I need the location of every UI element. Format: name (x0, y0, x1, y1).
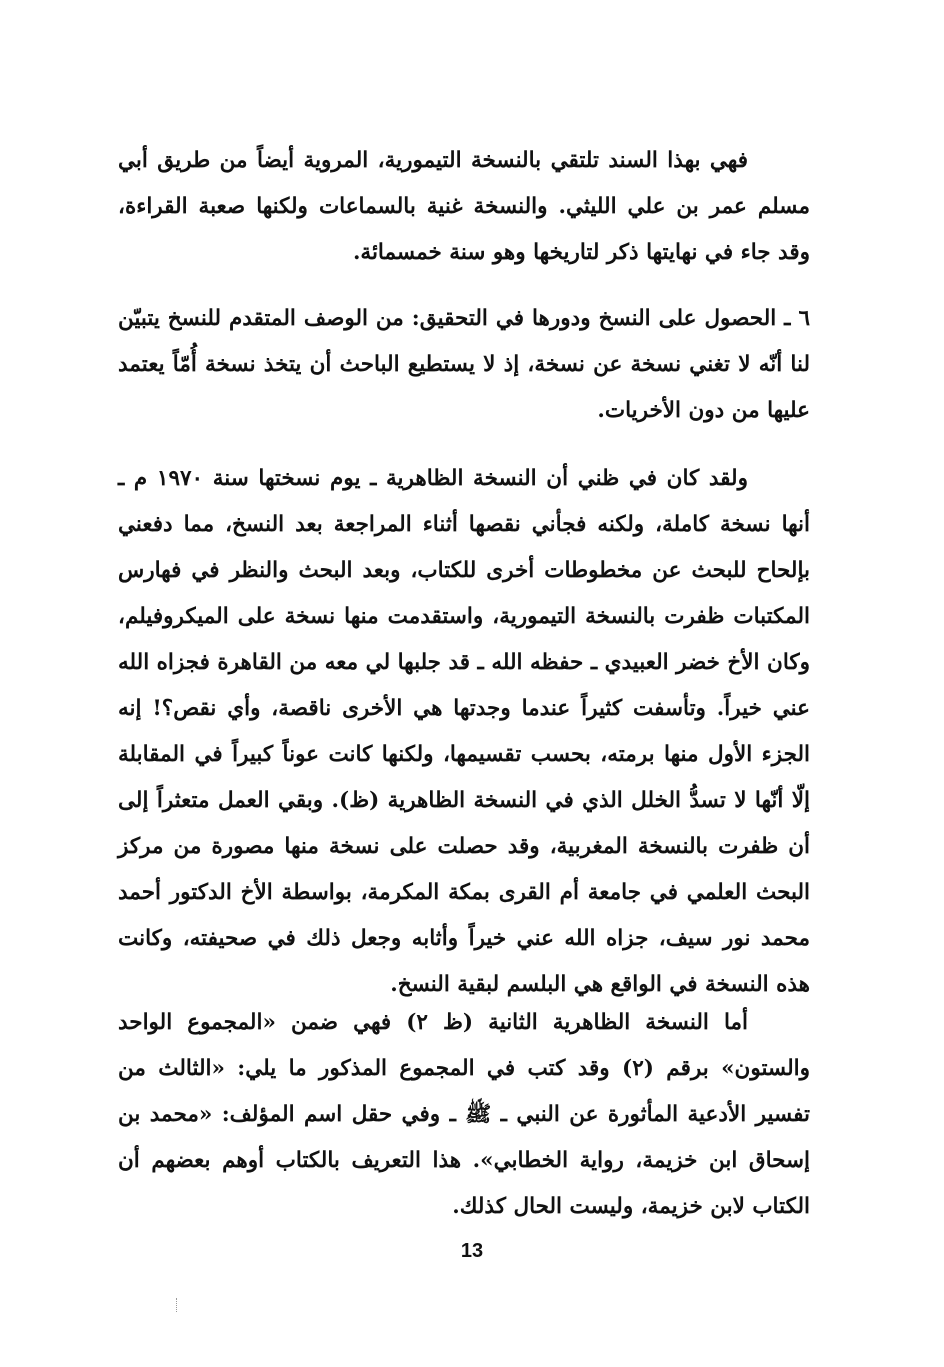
paragraph-text: فهي بهذا السند تلتقي بالنسخة التيمورية، المروية أيضاً من طريق أبي مسلم عمر بن علي الليثي. والنسخة غنية بالسماعات ولكنها صعبة القراءة، وقد جاء في نهايتها ذكر لتاريخها وهو سنة خمسمائة. (118, 148, 810, 265)
paragraph-text: أما النسخة الظاهرية الثانية (ظ ٢) فهي ضمن «المجموع الواحد والستون» برقم (٢) وقد كتب في المجموع المذكور ما يلي: «الثالث من تفسير الأدعية المأثورة عن النبي ـ ﷺ ـ وفي حقل اسم المؤلف: «محمد بن إسحاق ابن خزيمة، رواية الخطابي». هذا التعريف بالكتاب أوهم بعضهم أن الكتاب لابن خزيمة، وليست الحال كذلك. (118, 1010, 811, 1219)
page-number: 13 (460, 1240, 484, 1262)
paragraph-4 (118, 1000, 810, 1230)
paragraph-1 (118, 138, 810, 276)
scan-artifact (176, 1298, 179, 1312)
paragraph-3 (118, 456, 810, 1008)
paragraph-text: ولقد كان في ظني أن النسخة الظاهرية ـ يوم نسختها سنة ١٩٧٠ م ـ أنها نسخة كاملة، ولكنه فجأني نقصها أثناء المراجعة بعد النسخ، مما دفعني بإلحاح للبحث عن مخطوطات أخرى للكتاب، وبعد البحث والنظر في فهارس المكتبات ظفرت بالنسخة التيمورية، واستقدمت منها نسخة على الميكروفيلم، وكان الأخ خضر العبيدي ـ حفظه الله ـ قد جلبها لي معه من القاهرة فجزاه الله عني خيراً. وتأسفت كثيراً عندما وجدتها هي الأخرى ناقصة، وأي نقص؟! إنه الجزء الأول منها برمته، بحسب تقسيمها، ولكنها كانت عوناً كبيراً في المقابلة إلّا أنّها لا تسدُّ الخلل الذي في النسخة الظاهرية (ظ). وبقي العمل متعثراً إلى أن ظفرت بالنسخة المغربية، وقد حصلت على نسخة منها مصورة من مركز البحث العلمي في جامعة أم القرى بمكة المكرمة، بواسطة الأخ الدكتور أحمد محمد نور سيف، جزاه الله عني خيراً وأثابه وجعل ذلك في صحيفته، وكانت هذه النسخة في الواقع هي البلسم لبقية النسخ. (118, 466, 810, 997)
paragraph-2 (118, 296, 810, 434)
paragraph-text: ٦ ـ الحصول على النسخ ودورها في التحقيق: من الوصف المتقدم للنسخ يتبيّن لنا أنّه لا تغني نسخة عن نسخة، إذ لا يستطيع الباحث أن يتخذ نسخة أُمّاً يعتمد عليها من دون الأخريات. (118, 306, 810, 423)
